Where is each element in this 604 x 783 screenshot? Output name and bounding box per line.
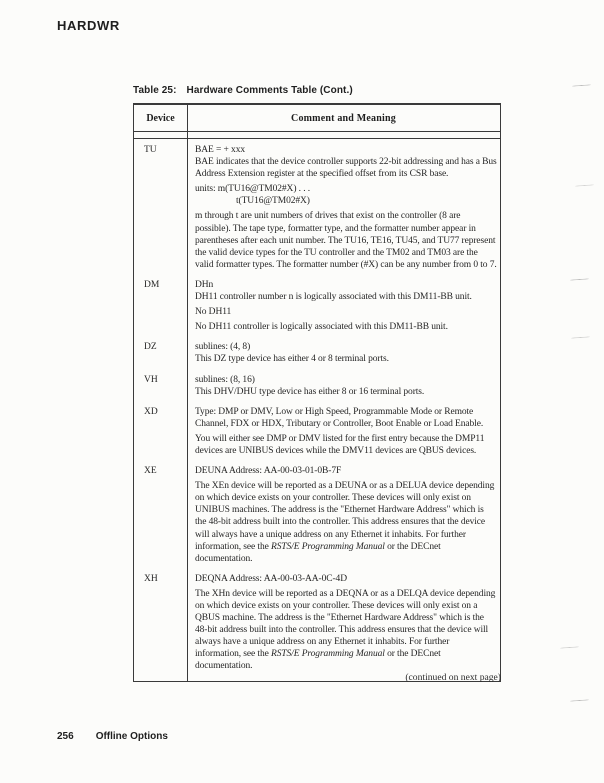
device-cell: DZ — [144, 342, 157, 353]
footer-section-title: Offline Options — [95, 731, 168, 742]
device-cell: DM — [144, 279, 160, 290]
header-double-rule — [134, 132, 500, 139]
text-run: or the DECnet documentation. — [195, 541, 441, 564]
text-run: No DH11 controller is logically associated with this DM11-BB unit. — [195, 322, 448, 333]
scan-artifact-mark — [571, 336, 590, 338]
comment-paragraph — [195, 433, 497, 457]
table-row — [134, 279, 500, 336]
text-run: sublines: (4, 8) — [195, 342, 251, 353]
comment-paragraph — [195, 480, 497, 565]
text-run: DHn — [195, 279, 214, 290]
comment-cell — [187, 341, 500, 368]
comment-paragraph — [195, 321, 497, 333]
device-cell: XH — [144, 573, 158, 584]
comment-cell — [187, 465, 500, 568]
hardware-comments-table — [133, 103, 501, 682]
table-caption-label: Table 25: — [133, 85, 177, 96]
device-cell: TU — [144, 145, 157, 155]
table-row — [134, 374, 500, 401]
scan-artifact-mark — [575, 184, 594, 186]
text-run: BAE indicates that the device controller supports 22-bit addressing and has a Bus Address Extension register at the specified offset from its CSR base. — [195, 157, 497, 180]
text-run: This DHV/DHU type device has either 8 or 16 terminal ports. — [195, 386, 425, 397]
scan-artifact-mark — [560, 646, 579, 648]
comment-paragraph — [195, 144, 497, 180]
italic-manual-title: RSTS/E Programming Manual — [271, 541, 385, 552]
table-caption — [133, 85, 353, 96]
text-run: No DH11 — [195, 307, 232, 318]
text-run: DEUNA Address: AA-00-03-01-0B-7F — [195, 466, 342, 477]
text-run: You will either see DMP or DMV listed for the first entry because the DMP11 devices are UNIBUS devices while the DMV11 devices are QBUS devices. — [195, 433, 485, 456]
scan-artifact-mark — [570, 278, 589, 280]
device-cell: VH — [144, 374, 158, 385]
text-run: Type: DMP or DMV, Low or High Speed, Programmable Mode or Remote Channel, FDX or HDX, Tributary or Controller, Boot Enable or Load Enable. — [195, 406, 484, 429]
comment-paragraph — [195, 183, 497, 207]
scan-artifact-mark — [572, 84, 591, 86]
text-run: m through t are unit numbers of drives that exist on the controller (8 are possible). The tape type, formatter type, and the formatter number appear in parentheses after each unit number. The TU16, TE16, TU45, and TU77 represent the valid device types for the TU controller and the TM02 and TM03 are the valid formatter types. The formatter number (#X) can be any number from 0 to 7. — [195, 211, 497, 270]
column-header-device: Device — [146, 112, 175, 124]
comment-paragraph — [195, 465, 497, 477]
table-row — [134, 341, 500, 368]
comment-paragraph — [195, 341, 497, 365]
text-run: t(TU16@TM02#X) — [236, 196, 310, 207]
table-body — [134, 139, 500, 676]
italic-manual-title: RSTS/E Programming Manual — [271, 649, 385, 660]
text-run: DH11 controller number n is logically associated with this DM11-BB unit. — [195, 292, 472, 303]
table-row — [134, 144, 500, 274]
table-header-row — [134, 105, 500, 132]
text-run: The XEn device will be reported as a DEUNA or as a DELUA device depending on which device exists on your controller. These devices will only exist on UNIBUS machines. The address is the "Ethernet Hardware Address" which is the 48-bit address built into the controller. This address ensures that the device will always have a unique address on any Ethernet it inhabits. For further information, see the — [195, 481, 495, 552]
text-run: units: m(TU16@TM02#X) . . . — [195, 184, 311, 195]
table-row — [134, 465, 500, 568]
comment-cell — [187, 279, 500, 336]
text-run: sublines: (8, 16) — [195, 374, 255, 385]
comment-paragraph — [195, 306, 497, 318]
comment-paragraph — [195, 279, 497, 303]
device-cell: XE — [144, 466, 157, 477]
table-row — [134, 573, 500, 676]
device-cell: XD — [144, 406, 158, 417]
text-run: The XHn device will be reported as a DEQNA or as a DELQA device depending on which device exists on your controller. These devices will only exist on a QBUS machine. The address is the "Ethernet Hardware Address" which is the 48-bit address built into the controller. This address ensures that the device will always have a unique address on any Ethernet it inhabits. For further information, see the — [195, 588, 496, 660]
page-footer — [57, 731, 168, 742]
text-run: or the DECnet documentation. — [195, 649, 441, 672]
text-run: DEQNA Address: AA-00-03-AA-0C-4D — [195, 573, 347, 584]
comment-cell — [187, 573, 500, 676]
page-number: 256 — [57, 731, 74, 742]
scan-artifact-mark — [570, 699, 589, 701]
comment-paragraph — [195, 210, 497, 270]
table-caption-title: Hardware Comments Table (Cont.) — [186, 85, 353, 96]
comment-paragraph — [195, 588, 497, 673]
comment-paragraph — [195, 573, 497, 585]
comment-cell — [187, 374, 500, 401]
table-row — [134, 406, 500, 460]
text-run: This DZ type device has either 4 or 8 terminal ports. — [195, 354, 389, 365]
text-run: BAE = + xxx — [195, 145, 245, 155]
column-header-comment: Comment and Meaning — [291, 112, 396, 124]
comment-cell — [187, 144, 500, 274]
running-header: HARDWR — [57, 18, 120, 33]
continuation-note: (continued on next page) — [405, 672, 501, 683]
comment-paragraph — [195, 374, 497, 398]
comment-paragraph — [195, 406, 497, 430]
comment-cell — [187, 406, 500, 460]
